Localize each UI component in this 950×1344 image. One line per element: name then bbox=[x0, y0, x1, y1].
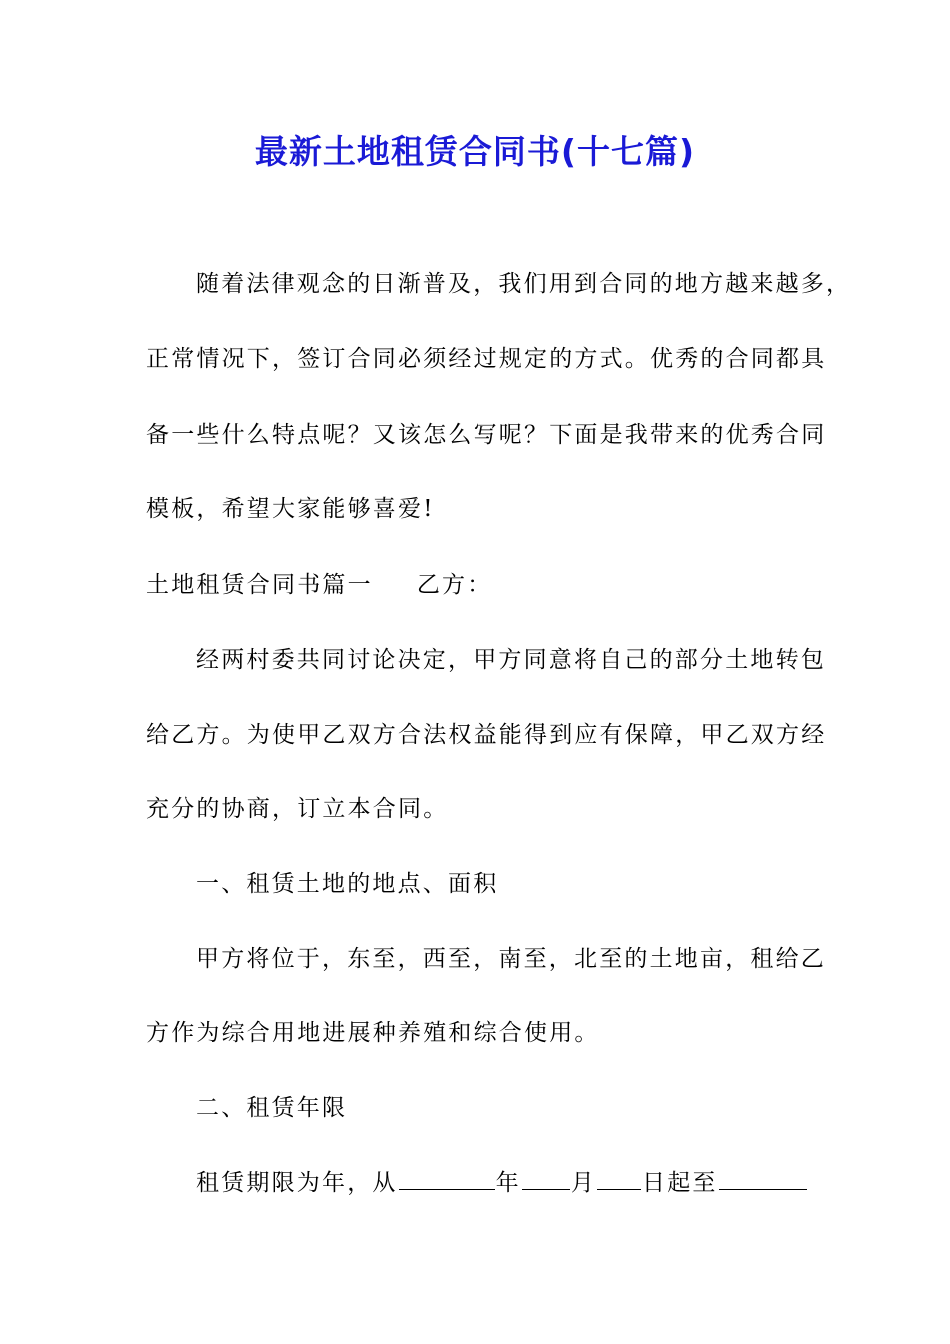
clause2-prefix: 租赁期限为年，从 bbox=[196, 1170, 398, 1196]
clause1-line-2: 方作为综合用地进展种养殖和综合使用。 bbox=[146, 1020, 600, 1046]
start-day-blank bbox=[597, 1167, 641, 1190]
intro-line-4: 模板，希望大家能够喜爱! bbox=[146, 496, 435, 522]
month-label: 月 bbox=[570, 1170, 597, 1196]
end-year-blank bbox=[719, 1167, 807, 1190]
intro-line-1: 随着法律观念的日渐普及，我们用到合同的地方越来越多， bbox=[196, 271, 852, 297]
clause2-heading: 二、租赁年限 bbox=[196, 1095, 348, 1121]
party-b-label: 乙方： bbox=[416, 572, 493, 598]
clause1-line-1: 甲方将位于，东至，西至，南至，北至的土地亩，租给乙 bbox=[196, 946, 826, 972]
paragraph1-line-3: 充分的协商，订立本合同。 bbox=[146, 796, 449, 822]
clause1-heading: 一、租赁土地的地点、面积 bbox=[196, 871, 499, 897]
start-month-blank bbox=[522, 1167, 570, 1190]
paragraph1-line-1: 经两村委共同讨论决定，甲方同意将自己的部分土地转包 bbox=[196, 647, 826, 673]
intro-line-2: 正常情况下，签订合同必须经过规定的方式。优秀的合同都具 bbox=[146, 346, 827, 372]
day-to-label: 日起至 bbox=[642, 1170, 718, 1196]
year-label: 年 bbox=[495, 1170, 521, 1196]
start-year-blank bbox=[399, 1167, 495, 1190]
clause2-line-1 bbox=[196, 1167, 808, 1199]
section-heading: 土地租赁合同书篇一 bbox=[146, 572, 373, 598]
document-title: 最新土地租赁合同书(十七篇) bbox=[254, 132, 696, 171]
intro-line-3: 备一些什么特点呢？又该怎么写呢？下面是我带来的优秀合同 bbox=[146, 422, 827, 448]
section-heading-line bbox=[146, 569, 492, 601]
paragraph1-line-2: 给乙方。为使甲乙双方合法权益能得到应有保障，甲乙双方经 bbox=[146, 722, 827, 748]
